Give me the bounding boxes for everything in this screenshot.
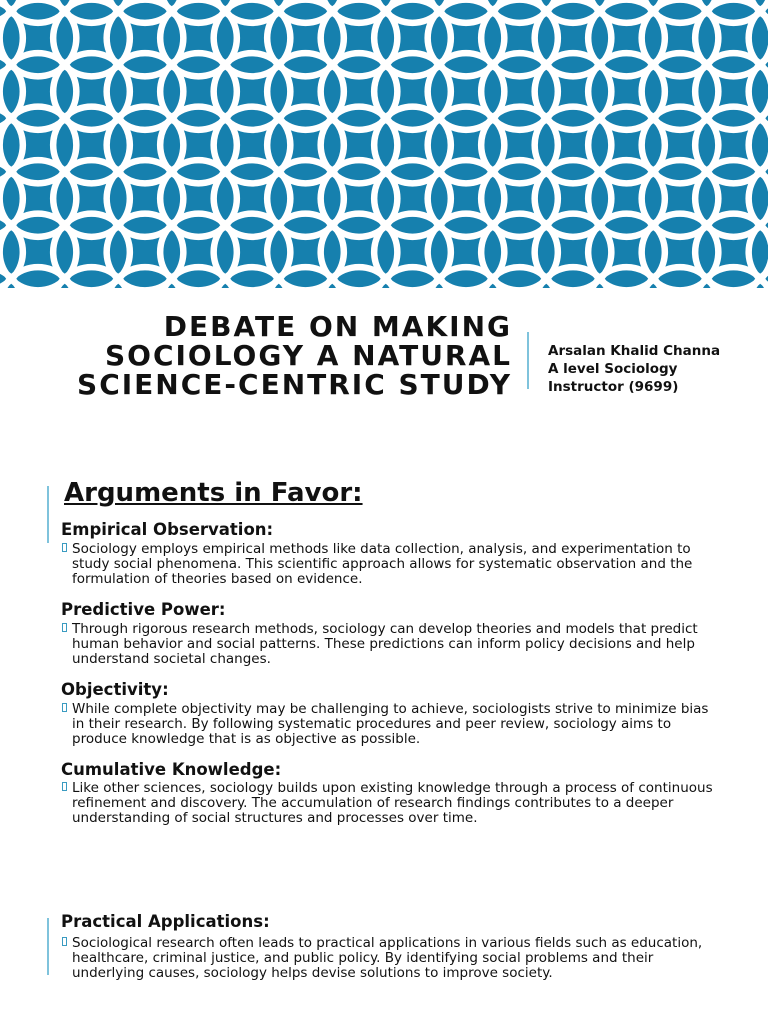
bullet-icon [62,703,67,712]
banner-background [0,0,768,288]
point-text-objectivity: While complete objectivity may be challenging to achieve, sociologists strive to minimize bias in their research. By following systematic procedures and peer review, sociology aims to produce knowledge that is as objective as possible. [72,702,722,748]
author-name: Arsalan Khalid Channa [548,343,721,359]
point-heading-predictive: Predictive Power: [61,600,226,619]
decorative-pattern-banner [0,0,768,288]
point-heading-empirical: Empirical Observation: [61,520,274,539]
section-title: Arguments in Favor: [64,478,363,508]
section-accent-bar [47,918,49,975]
point-text-predictive: Through rigorous research methods, sociology can develop theories and models that predict human behavior and social patterns. These predictions can inform policy decisions and help understand societal changes. [72,622,722,668]
point-text-cumulative: Like other sciences, sociology builds upon existing knowledge through a process of continuous refinement and discovery. The accumulation of research findings contributes to a deeper understanding of social structures and processes over time. [72,781,722,827]
point-heading-practical: Practical Applications: [61,912,270,931]
section-accent-bar [47,486,49,543]
point-text-empirical: Sociology employs empirical methods like data collection, analysis, and experimentation to study social phenomena. This scientific approach allows for systematic observation and the formulation of theories based on evidence. [72,542,722,588]
bullet-icon [62,782,67,791]
author-info [548,342,763,396]
bullet-icon [62,623,67,632]
bullet-icon [62,543,67,552]
point-heading-objectivity: Objectivity: [61,680,169,699]
bullet-icon [62,937,67,946]
slide-title: DEBATE ON MAKING SOCIOLOGY A NATURAL SCIENCE-CENTRIC STUDY [77,310,512,401]
title-divider [527,332,529,389]
author-subject: A level Sociology [548,361,678,377]
point-heading-cumulative: Cumulative Knowledge: [61,760,282,779]
point-text-practical: Sociological research often leads to practical applications in various fields such as education, healthcare, criminal justice, and public policy. By identifying social problems and their underlying causes, sociology helps devise solutions to improve society. [72,936,722,982]
author-role: Instructor (9699) [548,379,679,395]
